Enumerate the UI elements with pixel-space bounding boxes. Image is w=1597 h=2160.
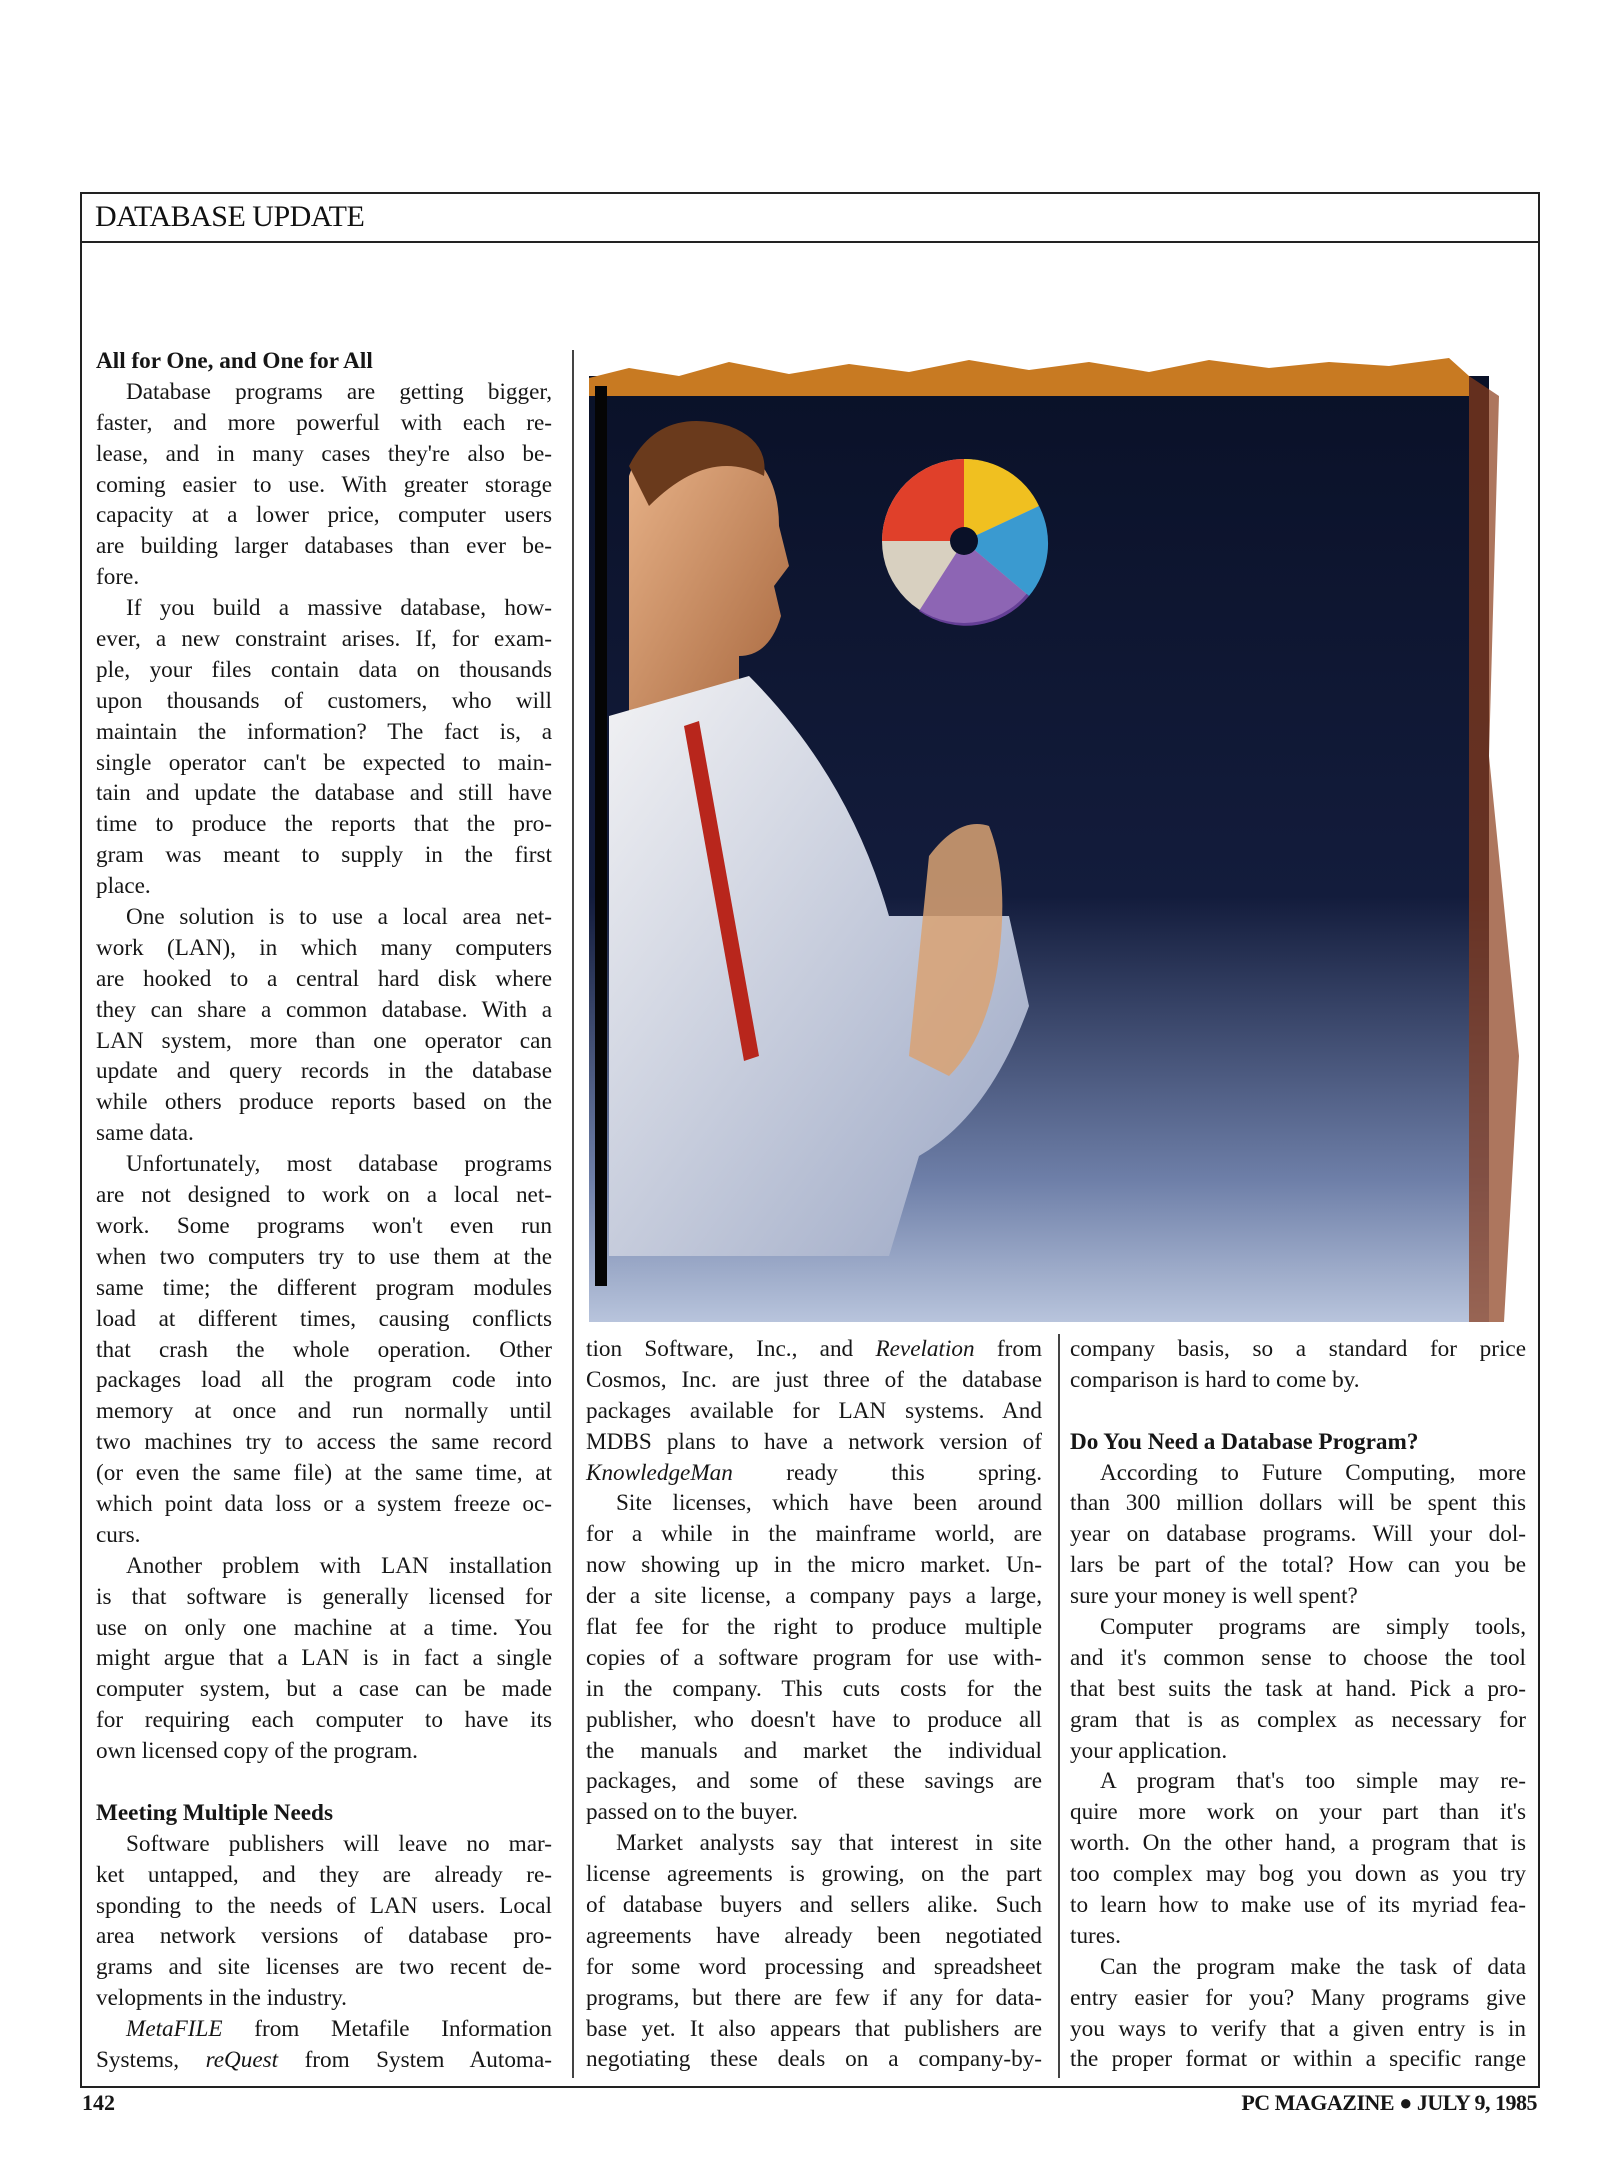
text-line: load at different times, causing conflicts [96, 1305, 552, 1332]
text-line: and it's common sense to choose the tool [1070, 1644, 1526, 1671]
text-line: than 300 million dollars will be spent this [1070, 1490, 1526, 1517]
text-line: two machines try to access the same record [96, 1429, 552, 1456]
text-line: copies of a software program for use with- [586, 1644, 1042, 1671]
text-line: lars be part of the total? How can you be [1070, 1552, 1526, 1579]
text-line: gram was meant to supply in the first [96, 842, 552, 869]
text-line: Another problem with LAN installation [126, 1552, 552, 1579]
text-line: Do You Need a Database Program? [1070, 1428, 1419, 1455]
paragraph [1070, 1612, 1526, 1766]
text-line: they can share a common database. With a [96, 996, 552, 1023]
spacer [1070, 1396, 1526, 1427]
text-line: update and query records in the database [96, 1058, 552, 1085]
text-line: lease, and in many cases they're also be- [96, 440, 552, 467]
paragraph [1070, 1952, 1526, 2076]
article-column-1 [96, 346, 552, 2076]
text-line: single operator can't be expected to main- [96, 749, 552, 776]
text-line: same data. [96, 1120, 194, 1147]
paragraph [1070, 1766, 1526, 1951]
text-line: while others produce reports based on the [96, 1089, 552, 1116]
paragraph [96, 377, 552, 593]
text-line: work (LAN), in which many computers [96, 934, 552, 961]
text-line: area network versions of database pro- [96, 1923, 552, 1950]
text-line: computer system, but a case can be made [96, 1676, 552, 1703]
publication-footer: PC MAGAZINE ● JULY 9, 1985 [1241, 2090, 1537, 2115]
text-line: memory at once and run normally until [96, 1398, 552, 1425]
section-title: DATABASE UPDATE [95, 200, 365, 233]
text-line: maintain the information? The fact is, a [96, 718, 552, 745]
text-line: the manuals and market the individual [586, 1737, 1042, 1764]
text-line: gram that is as complex as necessary for [1070, 1706, 1526, 1733]
paragraph [586, 1488, 1042, 1828]
text-line: velopments in the industry. [96, 1985, 347, 2012]
text-line: now showing up in the micro market. Un- [586, 1552, 1042, 1579]
text-line: Computer programs are simply tools, [1100, 1614, 1526, 1641]
page-number: 142 [82, 2090, 115, 2115]
text-line: are not designed to work on a local net- [96, 1182, 552, 1209]
text-line: Can the program make the task of data [1100, 1953, 1526, 1980]
text-line: tain and update the database and still have [96, 780, 552, 807]
column-divider [1058, 1334, 1060, 2078]
section-header [80, 192, 1540, 243]
text-line: of database buyers and sellers alike. Such [586, 1892, 1042, 1919]
text-line: packages, and some of these savings are [586, 1768, 1042, 1795]
text-line: entry easier for you? Many programs give [1070, 1984, 1526, 2011]
subheading [1070, 1427, 1526, 1458]
text-line: Site licenses, which have been around [616, 1490, 1042, 1517]
text-line: LAN system, more than one operator can [96, 1027, 552, 1054]
text-line: publisher, who doesn't have to produce all [586, 1706, 1042, 1733]
text-line: All for One, and One for All [96, 348, 373, 374]
text-line: use on only one machine at a time. You [96, 1614, 552, 1641]
text-line: MDBS plans to have a network version of [586, 1428, 1042, 1455]
text-line: Meeting Multiple Needs [96, 1799, 333, 1826]
paragraph [1070, 1458, 1526, 1612]
text-line: A program that's too simple may re- [1100, 1768, 1526, 1795]
text-line: ple, your files contain data on thousands [96, 656, 552, 683]
text-line: which point data loss or a system freeze oc- [96, 1490, 552, 1517]
text-line: ket untapped, and they are already re- [96, 1861, 552, 1888]
text-line: to learn how to make use of its myriad fea- [1070, 1892, 1526, 1919]
paragraph [586, 1334, 1042, 1488]
subheading [96, 346, 552, 377]
paragraph [96, 1551, 552, 1767]
text-line: is that software is generally licensed for [96, 1583, 552, 1610]
text-line: Market analysts say that interest in site [616, 1830, 1042, 1857]
text-line: sure your money is well spent? [1070, 1583, 1358, 1610]
text-line: passed on to the buyer. [586, 1799, 798, 1826]
text-line: own licensed copy of the program. [96, 1738, 418, 1765]
text-line: programs, but there are few if any for data- [586, 1984, 1042, 2011]
text-line: license agreements is growing, on the part [586, 1861, 1042, 1888]
text-line: in the company. This cuts costs for the [586, 1675, 1042, 1702]
text-line: If you build a massive database, how- [126, 595, 552, 622]
text-line: base yet. It also appears that publishers are [586, 2015, 1042, 2042]
text-line: worth. On the other hand, a program that is [1070, 1830, 1526, 1857]
text-line: too complex may bog you down as you try [1070, 1861, 1526, 1888]
text-line: tures. [1070, 1922, 1121, 1949]
text-line: KnowledgeMan ready this spring. [586, 1459, 1042, 1486]
text-line: that best suits the task at hand. Pick a pro- [1070, 1675, 1526, 1702]
article-column-3 [1070, 1334, 1526, 2075]
text-line: quire more work on your part than it's [1070, 1799, 1526, 1826]
text-line: Cosmos, Inc. are just three of the database [586, 1366, 1042, 1393]
paragraph [1070, 1334, 1526, 1396]
text-line: year on database programs. Will your dol- [1070, 1521, 1526, 1548]
text-line: flat fee for the right to produce multiple [586, 1614, 1042, 1641]
paragraph [586, 1828, 1042, 2075]
paragraph [96, 1149, 552, 1551]
text-line: coming easier to use. With greater storage [96, 471, 552, 498]
text-line: that crash the whole operation. Other [96, 1336, 552, 1363]
paragraph [96, 902, 552, 1149]
text-line: time to produce the reports that the pro- [96, 811, 552, 838]
illustration-man-with-compact-disc [589, 356, 1526, 1322]
text-line [1070, 1396, 1526, 1427]
text-line: der a site license, a company pays a large, [586, 1583, 1042, 1610]
text-line: upon thousands of customers, who will [96, 687, 552, 714]
text-line: capacity at a lower price, computer users [96, 502, 552, 529]
text-line: place. [96, 873, 151, 900]
paragraph [96, 593, 552, 902]
text-line: when two computers try to use them at the [96, 1243, 552, 1270]
text-line: According to Future Computing, more [1100, 1459, 1526, 1486]
text-line: tion Software, Inc., and Revelation from [586, 1336, 1042, 1362]
text-line: your application. [1070, 1737, 1228, 1764]
subheading [96, 1798, 552, 1829]
spacer [96, 1767, 552, 1798]
text-line: work. Some programs won't even run [96, 1212, 552, 1239]
text-line [96, 1767, 552, 1798]
text-line: are building larger databases than ever be- [96, 533, 552, 560]
text-line: One solution is to use a local area net- [126, 904, 552, 931]
text-line: Systems, reQuest from System Automa- [96, 2046, 552, 2073]
text-line: Unfortunately, most database programs [126, 1151, 552, 1178]
text-line: MetaFILE from Metafile Information [126, 2016, 552, 2043]
text-line: agreements have already been negotiated [586, 1922, 1042, 1949]
paragraph [96, 1829, 552, 2014]
text-line: Software publishers will leave no mar- [126, 1830, 552, 1857]
text-line: you ways to verify that a given entry is in [1070, 2015, 1526, 2042]
article-column-2 [586, 1334, 1042, 2075]
text-line: the proper format or within a specific range [1070, 2046, 1526, 2073]
text-line: negotiating these deals on a company-by- [586, 2046, 1042, 2073]
text-line: for a while in the mainframe world, are [586, 1521, 1042, 1548]
text-line: ever, a new constraint arises. If, for exam- [96, 626, 552, 653]
text-line: might argue that a LAN is in fact a single [96, 1645, 552, 1672]
text-line: for some word processing and spreadsheet [586, 1953, 1042, 1980]
text-line: sponding to the needs of LAN users. Local [96, 1892, 552, 1919]
text-line: comparison is hard to come by. [1070, 1366, 1360, 1393]
text-line: are hooked to a central hard disk where [96, 965, 552, 992]
text-line: same time; the different program modules [96, 1274, 552, 1301]
text-line: (or even the same file) at the same time, at [96, 1460, 552, 1487]
column-divider [572, 350, 574, 2078]
text-line: packages available for LAN systems. And [586, 1397, 1042, 1424]
text-line: for requiring each computer to have its [96, 1707, 552, 1734]
text-line: curs. [96, 1521, 141, 1548]
text-line: Database programs are getting bigger, [126, 378, 552, 405]
text-line: company basis, so a standard for price [1070, 1336, 1526, 1362]
text-line: grams and site licenses are two recent de- [96, 1954, 552, 1981]
text-line: packages load all the program code into [96, 1367, 552, 1394]
paragraph [96, 2014, 552, 2076]
text-line: faster, and more powerful with each re- [96, 409, 552, 436]
text-line: fore. [96, 564, 140, 591]
